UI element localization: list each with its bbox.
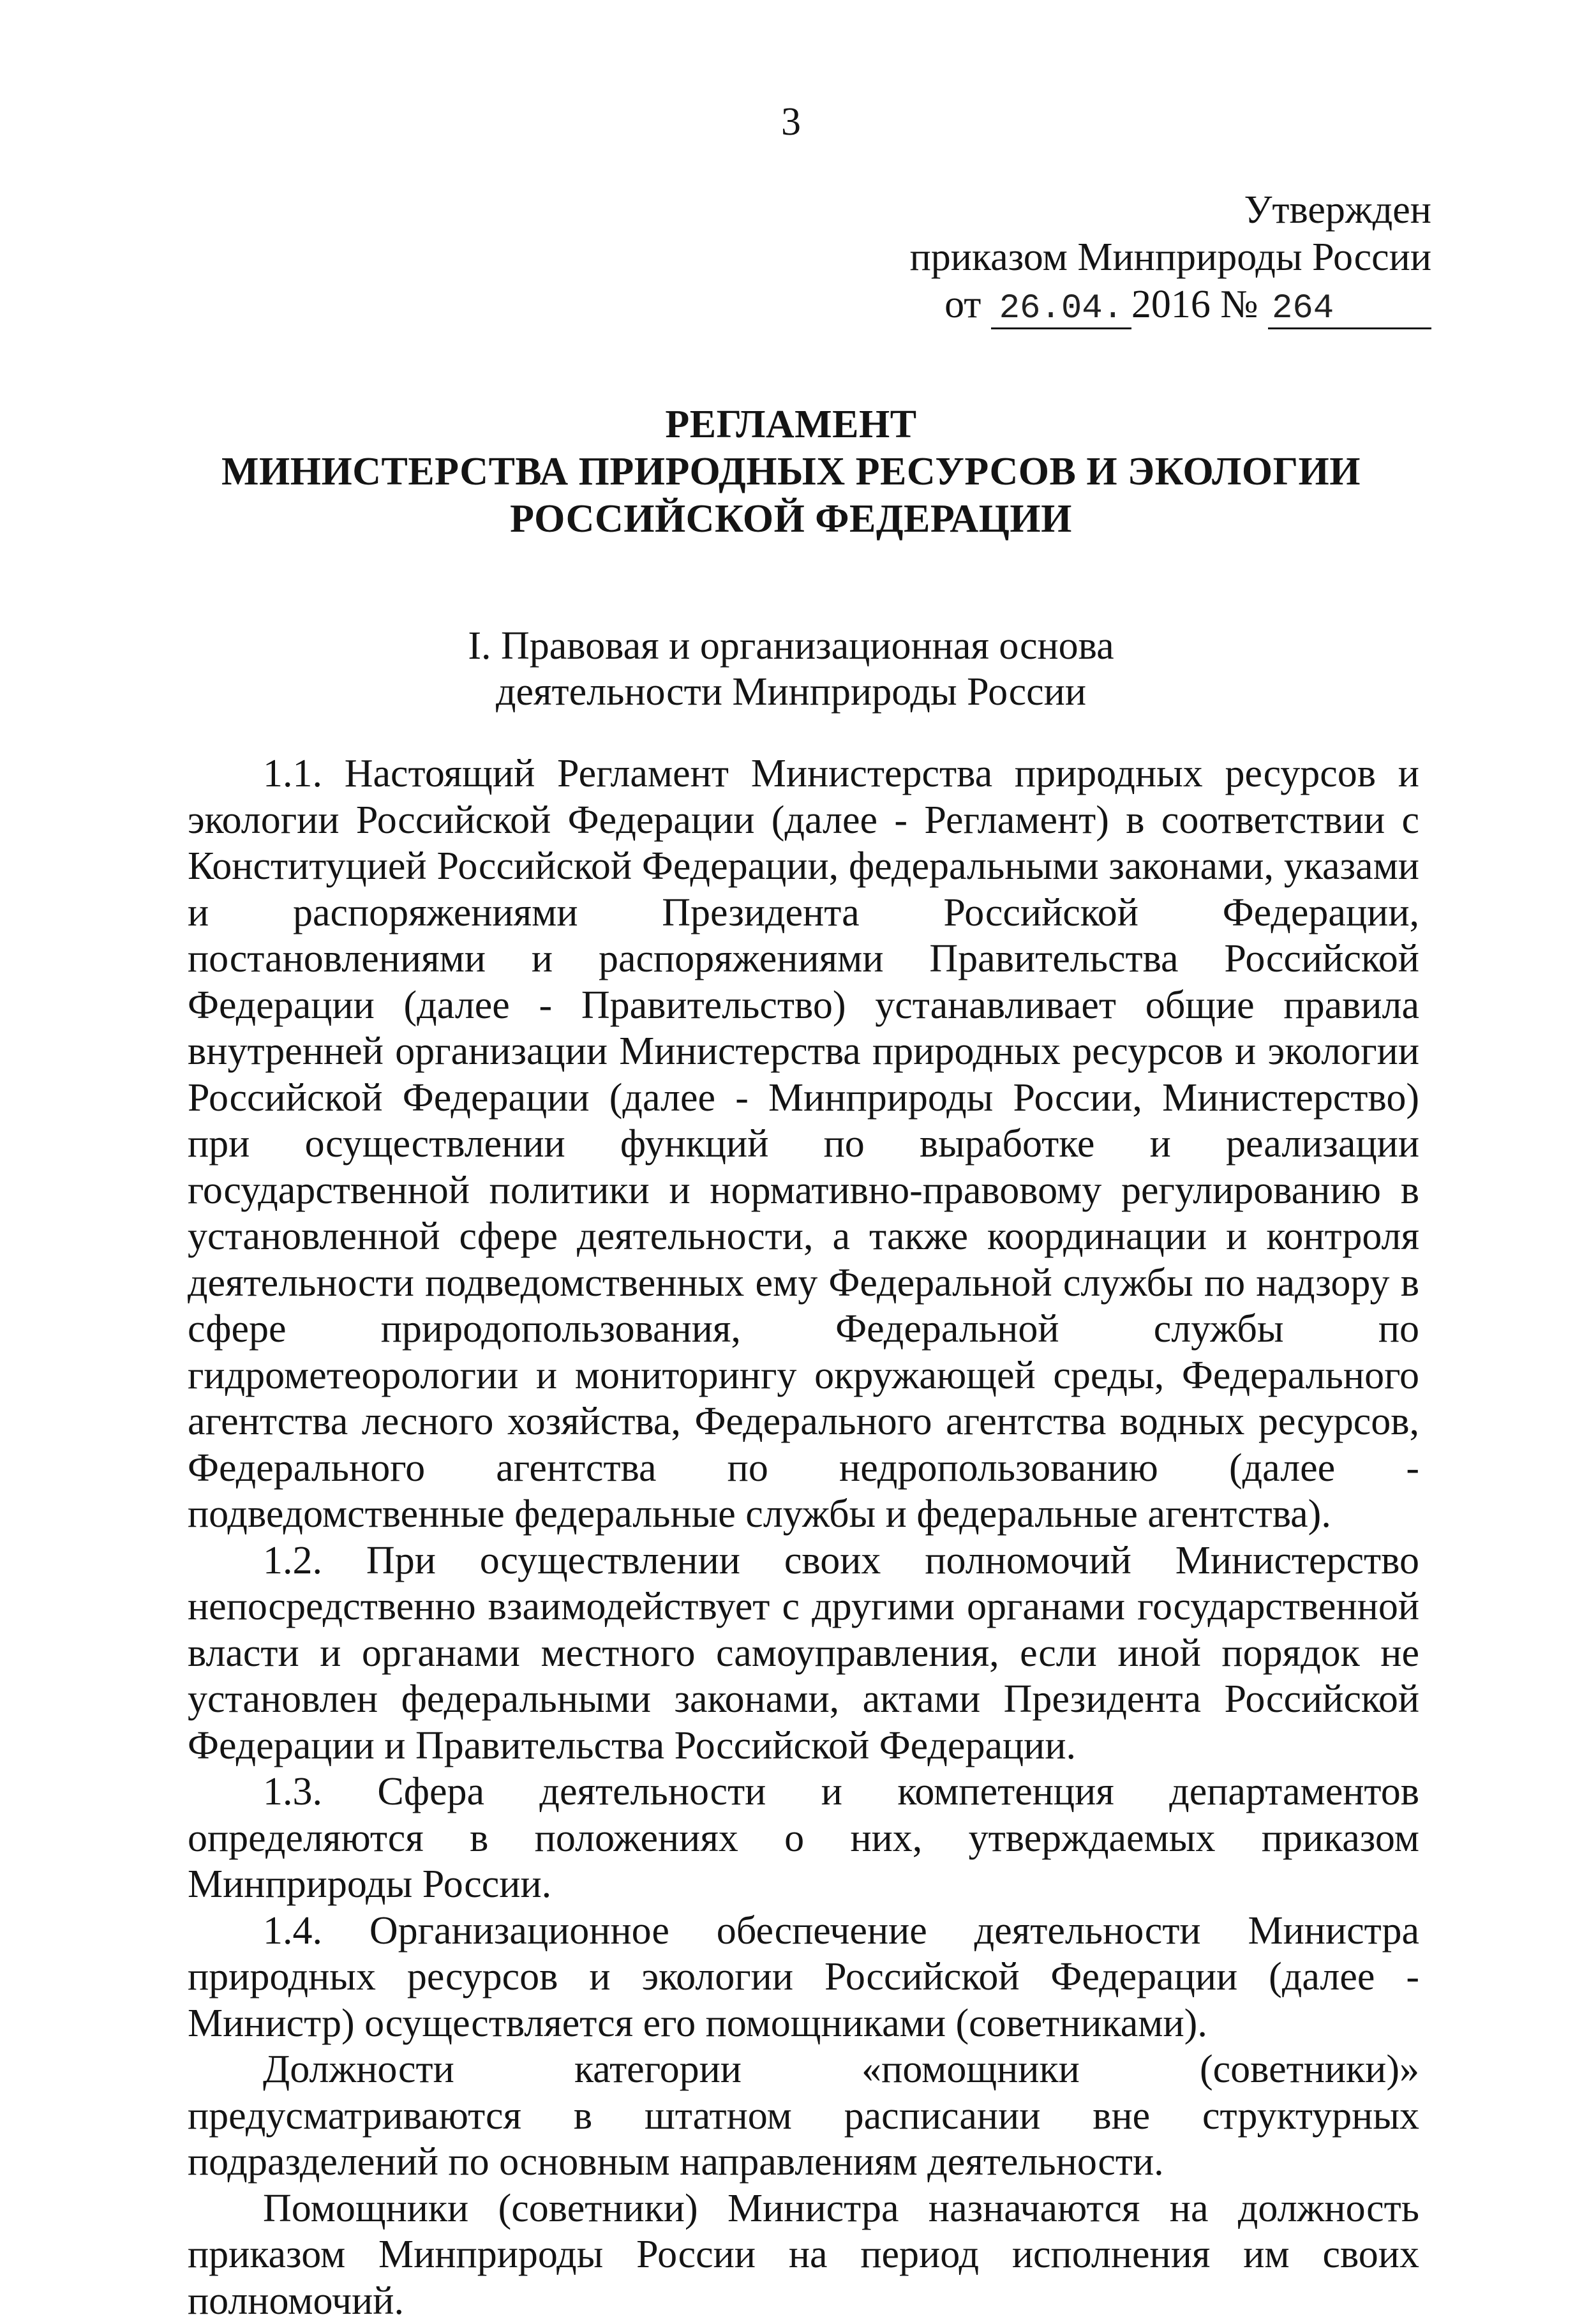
paragraph-1-3: 1.3. Сфера деятельности и компетенция департаментов определяются в положениях о них, утверждаемых приказом Минприроды России. bbox=[188, 1769, 1419, 1908]
title-line-1: РЕГЛАМЕНТ bbox=[0, 401, 1582, 448]
approval-number-value: 264 bbox=[1272, 289, 1334, 328]
approval-year: 2016 bbox=[1131, 283, 1211, 326]
approval-number-field bbox=[1268, 286, 1431, 329]
paragraph-1-1: 1.1. Настоящий Регламент Министерства природных ресурсов и экологии Российской Федерации (далее - Регламент) в соответствии с Конституцией Российской Федерации, федеральными законами, указами и распоряжениями Президента Российской Федерации, постановлениями и распоряжениями Правительства Российской Федерации (далее - Правительство) устанавливает общие правила внутренней организации Министерства природных ресурсов и экологии Российской Федерации (далее - Минприроды России, Министерство) при осуществлении функций по выработке и реализации государственной политики и нормативно-правовому регулированию в установленной сфере деятельности, а также координации и контроля деятельности подведомственных ему Федеральной службы по надзору в сфере природопользования, Федеральной службы по гидрометеорологии и мониторингу окружающей среды, Федерального агентства лесного хозяйства, Федерального агентства водных ресурсов, Федерального агентства по недропользованию (далее - подведомственные федеральные службы и федеральные агентства). bbox=[188, 751, 1419, 1538]
document-title bbox=[0, 401, 1582, 543]
section-heading bbox=[0, 623, 1582, 715]
approval-date-field bbox=[991, 286, 1131, 329]
title-line-3: РОССИЙСКОЙ ФЕДЕРАЦИИ bbox=[0, 495, 1582, 543]
approval-date-value: 26.04. bbox=[999, 289, 1123, 328]
paragraph-1-2: 1.2. При осуществлении своих полномочий Министерство непосредственно взаимодействует с другими органами государственной власти и органами местного самоуправления, если иной порядок не установлен федеральными законами, актами Президента Российской Федерации и Правительства Российской Федерации. bbox=[188, 1538, 1419, 1769]
approval-number-sign: № bbox=[1220, 283, 1258, 326]
paragraph-1-4: 1.4. Организационное обеспечение деятельности Министра природных ресурсов и экологии Российской Федерации (далее - Министр) осуществляется его помощниками (советниками). bbox=[188, 1908, 1419, 2047]
title-line-2: МИНИСТЕРСТВА ПРИРОДНЫХ РЕСУРСОВ И ЭКОЛОГИИ bbox=[0, 448, 1582, 495]
approval-date-line bbox=[910, 281, 1431, 329]
paragraph-assistants: Помощники (советники) Министра назначаются на должность приказом Минприроды России на период исполнения им своих полномочий. bbox=[188, 2185, 1419, 2324]
section-heading-line-2: деятельности Минприроды России bbox=[0, 669, 1582, 715]
paragraph-positions: Должности категории «помощники (советники)» предусматриваются в штатном расписании вне структурных подразделений по основным направлениям деятельности. bbox=[188, 2046, 1419, 2185]
approval-title: Утвержден bbox=[910, 186, 1431, 234]
approval-order-line: приказом Минприроды России bbox=[910, 234, 1431, 281]
document-body bbox=[188, 751, 1419, 2324]
section-heading-line-1: I. Правовая и организационная основа bbox=[0, 623, 1582, 669]
page-number: 3 bbox=[0, 102, 1582, 142]
approval-block bbox=[910, 186, 1431, 329]
approval-date-prefix: от bbox=[944, 283, 981, 326]
